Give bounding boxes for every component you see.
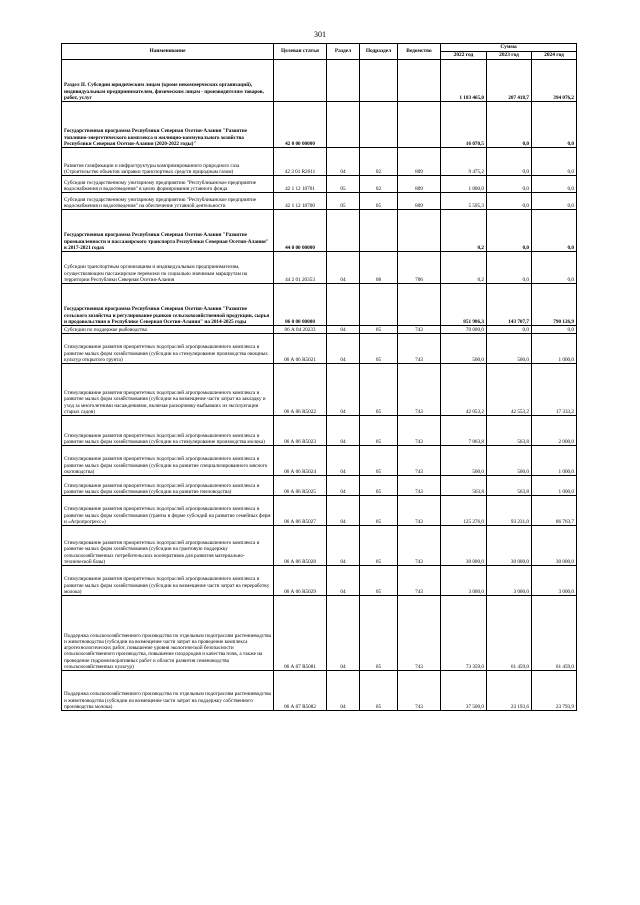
cell-name: Субсидия государственному унитарному предприятию "Республиканское предприятие водоснабжения и водоотведения" на обеспечение уставной деятельности — [62, 193, 274, 210]
cell-target: 42 1 12 10701 — [274, 176, 327, 193]
cell-2024: 0,0 — [532, 176, 577, 193]
cell-2022: 0,2 — [441, 210, 487, 252]
cell-target: 06 А 06 R5029 — [274, 566, 327, 596]
cell-2023: 143 707,7 — [487, 284, 532, 326]
cell-2024: 0,0 — [532, 210, 577, 252]
cell-section: 04 — [327, 334, 360, 364]
cell-subsection: 05 — [360, 476, 398, 496]
table-row — [62, 446, 577, 476]
cell-2022: 500,0 — [441, 334, 487, 364]
cell-department — [398, 60, 441, 102]
table-body — [62, 60, 577, 711]
cell-target: 06 0 00 00000 — [274, 284, 327, 326]
cell-name: Стимулирование развития приоритетных подотраслей агропромышленного комплекса и развитие малых форм хозяйствования (субсидии на грантовую поддержку сельскохозяйственных потребительских кооперативов для развития материально-технической базы) — [62, 526, 274, 566]
cell-2024: 0,0 — [532, 102, 577, 148]
table-row — [62, 326, 577, 334]
cell-subsection: 05 — [360, 416, 398, 446]
cell-2023: 0,0 — [487, 102, 532, 148]
table-row — [62, 60, 577, 102]
cell-2024: 30 000,0 — [532, 526, 577, 566]
cell-section: 05 — [327, 193, 360, 210]
cell-2022: 1 000,0 — [441, 176, 487, 193]
cell-target: 06 А 06 R5027 — [274, 496, 327, 526]
cell-2024: 0,0 — [532, 148, 577, 176]
cell-2022: 125 276,0 — [441, 496, 487, 526]
cell-target: 42 0 00 00000 — [274, 102, 327, 148]
table-row — [62, 496, 577, 526]
table-row — [62, 252, 577, 284]
cell-2023: 30 000,0 — [487, 526, 532, 566]
cell-subsection: 05 — [360, 496, 398, 526]
cell-2023: 3 000,0 — [487, 566, 532, 596]
cell-section: 04 — [327, 148, 360, 176]
cell-2024: 23 793,9 — [532, 671, 577, 711]
cell-2022: 3 000,0 — [441, 566, 487, 596]
cell-department: 706 — [398, 252, 441, 284]
cell-2022: 1 183 465,0 — [441, 60, 487, 102]
cell-2022: 42 053,2 — [441, 364, 487, 416]
cell-department: 809 — [398, 148, 441, 176]
cell-2023: 500,0 — [487, 334, 532, 364]
cell-department: 743 — [398, 416, 441, 446]
cell-subsection — [360, 102, 398, 148]
cell-2022: 851 986,3 — [441, 284, 487, 326]
cell-name: Стимулирование развития приоритетных подотраслей агропромышленного комплекса и развитие малых форм хозяйствования (гранты в форме субсидий на развитие семейных ферм и «Агропрогресс») — [62, 496, 274, 526]
cell-department: 743 — [398, 334, 441, 364]
cell-2022: 0,2 — [441, 252, 487, 284]
cell-name: Государственная программа Республики Северная Осетия-Алания "Развитие промышленности и пассажирского транспорта Республики Северная Осетия-Алания" в 2017-2021 годах — [62, 210, 274, 252]
cell-target — [274, 60, 327, 102]
cell-name: Субсидии транспортным организациям и индивидуальным предпринимателям, осуществляющим пассажирские перевозки по социально значимым маршрутам на территории Республики Северная Осетия-Алания — [62, 252, 274, 284]
cell-target: 06 А 06 R5028 — [274, 526, 327, 566]
cell-name: Субсидия государственному унитарному предприятию "Республиканское предприятие водоснабжения и водоотведения" в целях формирования уставного фонда — [62, 176, 274, 193]
cell-section: 04 — [327, 526, 360, 566]
cell-name: Стимулирование развития приоритетных подотраслей агропромышленного комплекса и развитие малых форм хозяйствования (субсидии на стимулирование производства овощных культур открытого грунта) — [62, 334, 274, 364]
cell-2023: 0,0 — [487, 148, 532, 176]
cell-subsection — [360, 60, 398, 102]
cell-target: 06 А 07 R5081 — [274, 596, 327, 671]
cell-2023: 93 231,0 — [487, 496, 532, 526]
cell-subsection: 05 — [360, 671, 398, 711]
cell-subsection: 05 — [360, 326, 398, 334]
cell-section: 04 — [327, 446, 360, 476]
table-row — [62, 210, 577, 252]
cell-department: 743 — [398, 566, 441, 596]
cell-target: 44 2 01 20353 — [274, 252, 327, 284]
cell-section: 04 — [327, 326, 360, 334]
cell-subsection: 05 — [360, 193, 398, 210]
cell-2024: 1 000,0 — [532, 446, 577, 476]
cell-2024: 17 333,2 — [532, 364, 577, 416]
cell-section: 04 — [327, 566, 360, 596]
cell-name: Раздел II. Субсидии юридическим лицам (кроме некоммерческих организаций), индивидуальным предпринимателям, физическим лицам - производителям товаров, работ, услуг — [62, 60, 274, 102]
cell-2023: 61 459,0 — [487, 596, 532, 671]
cell-section: 04 — [327, 596, 360, 671]
cell-department: 809 — [398, 193, 441, 210]
cell-subsection: 02 — [360, 148, 398, 176]
header-sum: Сумма — [441, 44, 577, 52]
cell-2024: 0,0 — [532, 252, 577, 284]
cell-department: 743 — [398, 526, 441, 566]
cell-target: 06 А 06 R5022 — [274, 364, 327, 416]
table-row — [62, 596, 577, 671]
table-row — [62, 193, 577, 210]
cell-2023: 207 418,7 — [487, 60, 532, 102]
cell-2022: 73 359,0 — [441, 596, 487, 671]
header-year-2022: 2022 год — [441, 52, 487, 60]
cell-2024: 3 000,0 — [532, 566, 577, 596]
cell-2023: 563,8 — [487, 416, 532, 446]
cell-2023: 0,0 — [487, 210, 532, 252]
cell-target: 06 А 04 20233 — [274, 326, 327, 334]
cell-2023: 42 553,2 — [487, 364, 532, 416]
cell-department: 743 — [398, 364, 441, 416]
cell-section: 04 — [327, 476, 360, 496]
table-row — [62, 334, 577, 364]
cell-2023: 0,0 — [487, 176, 532, 193]
header-subsection: Подраздел — [360, 44, 398, 60]
cell-subsection: 05 — [360, 596, 398, 671]
cell-target: 06 А 07 R5082 — [274, 671, 327, 711]
cell-name: Стимулирование развития приоритетных подотраслей агропромышленного комплекса и развитие малых форм хозяйствования (субсидии на развитие пчеловодства) — [62, 476, 274, 496]
budget-table — [61, 43, 577, 711]
header-name: Наименование — [62, 44, 274, 60]
cell-subsection — [360, 210, 398, 252]
cell-subsection: 05 — [360, 364, 398, 416]
cell-department: 743 — [398, 476, 441, 496]
cell-2022: 16 070,5 — [441, 102, 487, 148]
cell-2024: 61 459,0 — [532, 596, 577, 671]
cell-target: 06 А 06 R5024 — [274, 446, 327, 476]
table-row — [62, 566, 577, 596]
cell-section — [327, 284, 360, 326]
table-header — [62, 44, 577, 60]
cell-2024: 1 000,0 — [532, 476, 577, 496]
cell-department: 743 — [398, 326, 441, 334]
cell-department — [398, 284, 441, 326]
cell-department: 743 — [398, 446, 441, 476]
cell-2024: 1 000,0 — [532, 334, 577, 364]
cell-department: 743 — [398, 496, 441, 526]
header-year-2024: 2024 год — [532, 52, 577, 60]
cell-section: 05 — [327, 176, 360, 193]
cell-target: 42 1 12 10700 — [274, 193, 327, 210]
cell-name: Развитие газификации и инфраструктуры компримированного природного газа (Строительство объектов заправки транспортных средств природным газом) — [62, 148, 274, 176]
cell-name: Поддержка сельскохозяйственного производства по отдельным подотраслям растениеводства и животноводства (субсидии на возмещение части затрат на проведение комплекса агротехнологических работ, повышение уровня экологической безопасности сельскохозяйственного производства, повышение плодородия и качества почв, а также на проведение гидромелиоративных работ и области развития семеноводства сельскохозяйственных культур) — [62, 596, 274, 671]
cell-name: Государственная программа Республики Северная Осетия-Алания "Развитие сельского хозяйства и регулирование рынков сельскохозяйственной продукции, сырья и продовольствия в Республике Северная Осетия-Алания" на 2014-2025 годы — [62, 284, 274, 326]
cell-section — [327, 60, 360, 102]
cell-subsection: 08 — [360, 252, 398, 284]
table-row — [62, 671, 577, 711]
cell-subsection: 05 — [360, 334, 398, 364]
cell-2024: 86 763,7 — [532, 496, 577, 526]
cell-2022: 5 595,3 — [441, 193, 487, 210]
cell-section: 04 — [327, 364, 360, 416]
cell-department: 809 — [398, 176, 441, 193]
cell-department — [398, 102, 441, 148]
page-number: 301 — [314, 30, 326, 39]
cell-target: 42 3 01 R2611 — [274, 148, 327, 176]
table-row — [62, 176, 577, 193]
cell-name: Стимулирование развития приоритетных подотраслей агропромышленного комплекса и развитие малых форм хозяйствования (субсидии на возмещение части затрат на переработку молока) — [62, 566, 274, 596]
table-row — [62, 364, 577, 416]
cell-department: 743 — [398, 671, 441, 711]
cell-subsection: 02 — [360, 176, 398, 193]
cell-2023: 563,8 — [487, 476, 532, 496]
cell-target: 44 0 00 00000 — [274, 210, 327, 252]
cell-2022: 563,8 — [441, 476, 487, 496]
cell-2023: 23 193,6 — [487, 671, 532, 711]
header-department: Ведомство — [398, 44, 441, 60]
cell-2022: 70 000,0 — [441, 326, 487, 334]
cell-2022: 9 475,2 — [441, 148, 487, 176]
cell-name: Стимулирование развития приоритетных подотраслей агропромышленного комплекса и развитие малых форм хозяйствования (субсидии на стимулирование производства молока) — [62, 416, 274, 446]
cell-2024: 394 076,2 — [532, 60, 577, 102]
cell-2024: 0,0 — [532, 326, 577, 334]
cell-section: 04 — [327, 496, 360, 526]
cell-2024: 0,0 — [532, 193, 577, 210]
cell-2024: 790 126,9 — [532, 284, 577, 326]
cell-target: 06 А 06 R5021 — [274, 334, 327, 364]
cell-name: Стимулирование развития приоритетных подотраслей агропромышленного комплекса и развитие малых форм хозяйствования (субсидии на возмещение части затрат на закладку и уход за многолетними насаждениями, включая раскорчевку выбывших из эксплуатации старых садов) — [62, 364, 274, 416]
header-section: Раздел — [327, 44, 360, 60]
cell-2024: 2 000,0 — [532, 416, 577, 446]
cell-target: 06 А 06 R5025 — [274, 476, 327, 496]
cell-department — [398, 210, 441, 252]
cell-subsection: 05 — [360, 566, 398, 596]
cell-2023: 0,0 — [487, 252, 532, 284]
cell-name: Субсидии по поддержке рыбоводства — [62, 326, 274, 334]
cell-subsection: 05 — [360, 526, 398, 566]
cell-department: 743 — [398, 596, 441, 671]
cell-name: Государственная программа Республики Северная Осетия-Алания "Развитие топливно-энергетического комплекса и жилищно-коммунального хозяйства Республики Северная Осетия-Алания (2020-2022 годы)" — [62, 102, 274, 148]
table-row — [62, 526, 577, 566]
cell-2023: 500,0 — [487, 446, 532, 476]
table-row — [62, 148, 577, 176]
cell-subsection — [360, 284, 398, 326]
cell-name: Поддержка сельскохозяйственного производства по отдельным подотраслям растениеводства и животноводства (субсидии на возмещение части затрат на поддержку собственного производства молока) — [62, 671, 274, 711]
table-row — [62, 476, 577, 496]
cell-section: 04 — [327, 671, 360, 711]
cell-2022: 7 063,8 — [441, 416, 487, 446]
cell-section: 04 — [327, 416, 360, 446]
cell-2022: 37 500,0 — [441, 671, 487, 711]
cell-2023: 0,0 — [487, 326, 532, 334]
cell-section — [327, 102, 360, 148]
cell-2022: 30 000,0 — [441, 526, 487, 566]
table-row — [62, 102, 577, 148]
cell-subsection: 05 — [360, 446, 398, 476]
cell-2023: 0,0 — [487, 193, 532, 210]
header-year-2023: 2023 год — [487, 52, 532, 60]
cell-2022: 500,0 — [441, 446, 487, 476]
table-row — [62, 284, 577, 326]
cell-section: 04 — [327, 252, 360, 284]
header-target: Целевая статья — [274, 44, 327, 60]
cell-section — [327, 210, 360, 252]
cell-target: 06 А 06 R5023 — [274, 416, 327, 446]
cell-name: Стимулирование развития приоритетных подотраслей агропромышленного комплекса и развитие малых форм хозяйствования (субсидии на развитие специализированного мясного скотоводства) — [62, 446, 274, 476]
table-row — [62, 416, 577, 446]
